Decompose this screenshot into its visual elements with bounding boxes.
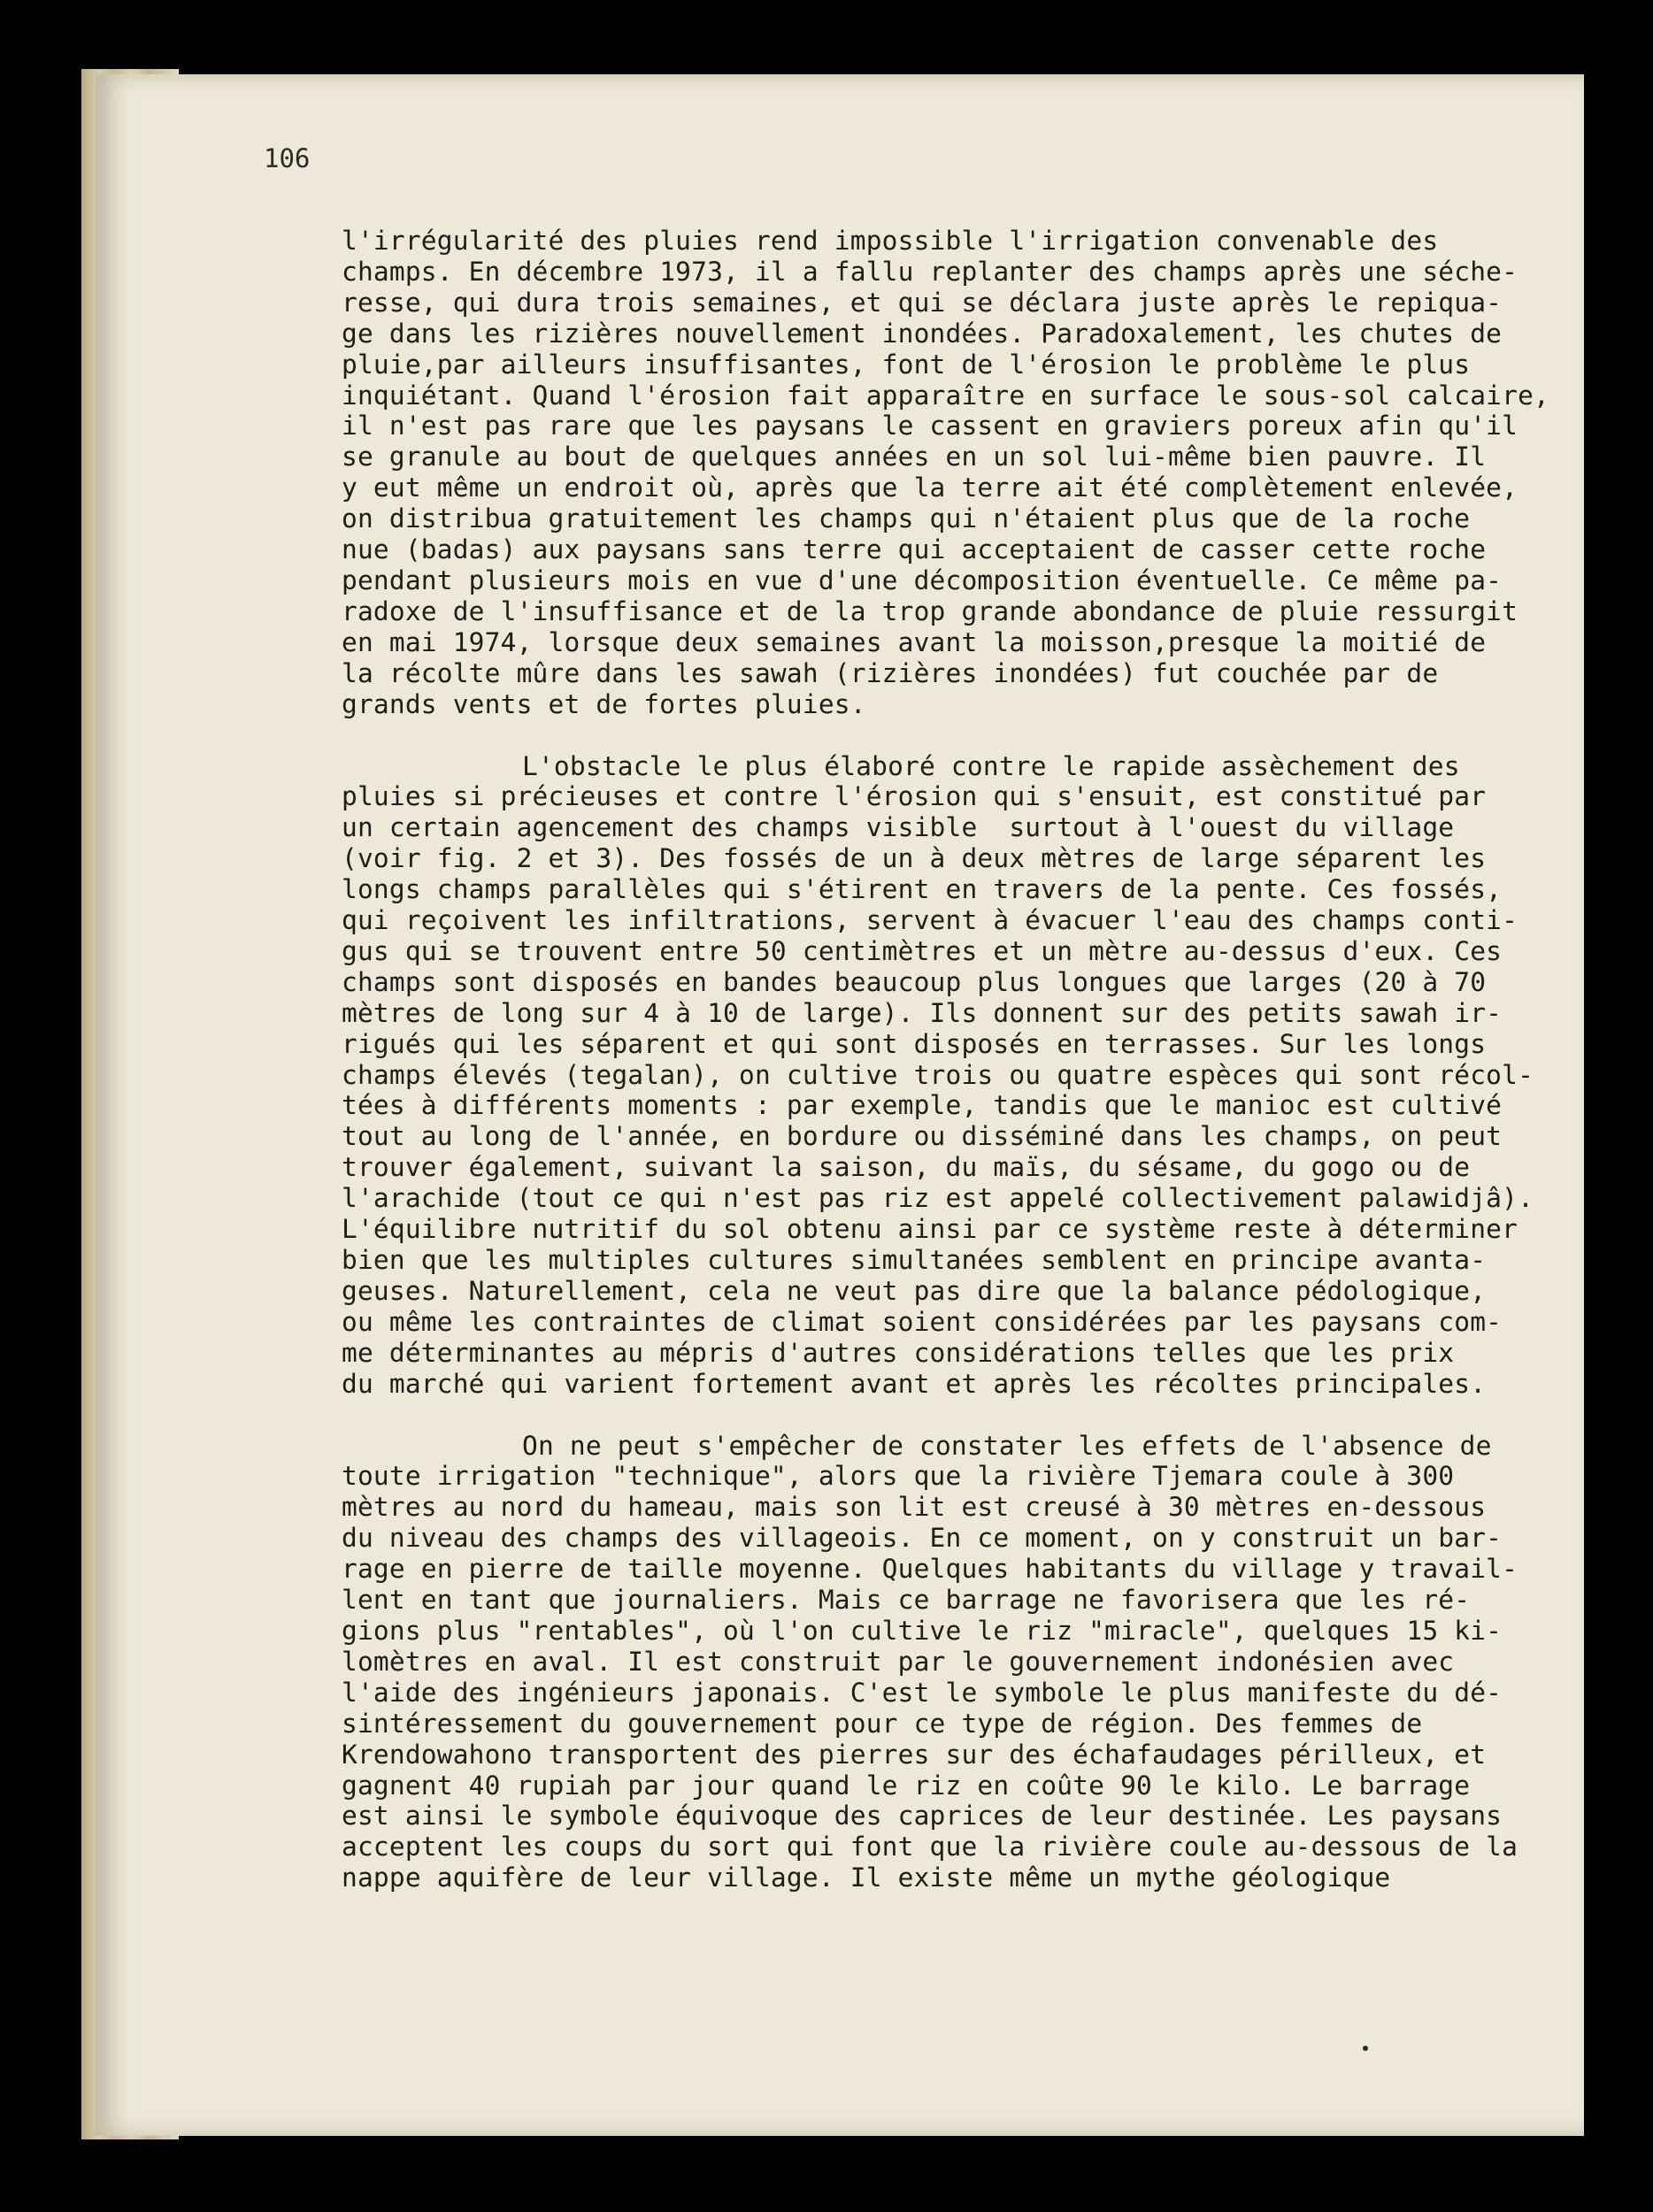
text-line: mètres au nord du hameau, mais son lit est creusé à 30 mètres en-dessous	[342, 1492, 1487, 1523]
text-line: rigués qui les séparent et qui sont disposés en terrasses. Sur les longs	[342, 1028, 1487, 1059]
text-line: du niveau des champs des villageois. En ce moment, on y construit un bar-	[342, 1523, 1503, 1554]
text-line: bien que les multiples cultures simultanées semblent en principe avanta-	[342, 1245, 1487, 1275]
text-line: geuses. Naturellement, cela ne veut pas dire que la balance pédologique,	[342, 1275, 1487, 1306]
text-line: l'arachide (tout ce qui n'est pas riz est appelé collectivement palawidjâ).	[342, 1183, 1534, 1214]
text-line: sintéressement du gouvernement pour ce type de région. Des femmes de	[342, 1708, 1423, 1739]
text-line: nappe aquifère de leur village. Il existe même un mythe géologique	[342, 1863, 1391, 1893]
text-line: lent en tant que journaliers. Mais ce barrage ne favorisera que les ré-	[342, 1585, 1471, 1616]
text-line: il n'est pas rare que les paysans le cassent en graviers poreux afin qu'il	[342, 411, 1518, 442]
text-line: est ainsi le symbole équivoque des caprices de leur destinée. Les paysans	[342, 1801, 1503, 1832]
text-line: champs. En décembre 1973, il a fallu replanter des champs après une séche-	[342, 256, 1518, 287]
text-line: resse, qui dura trois semaines, et qui se déclara juste après le repiqua-	[342, 287, 1503, 318]
text-line: ou même les contraintes de climat soient considérées par les paysans com-	[342, 1306, 1503, 1337]
text-line: champs sont disposés en bandes beaucoup plus longues que larges (20 à 70	[342, 966, 1487, 997]
text-line: en mai 1974, lorsque deux semaines avant la moisson,presque la moitié de	[342, 626, 1487, 657]
text-line: l'aide des ingénieurs japonais. C'est le symbole le plus manifeste du dé-	[342, 1677, 1503, 1708]
text-line: rage en pierre de taille moyenne. Quelques habitants du village y travail-	[342, 1554, 1518, 1585]
text-line: lomètres en aval. Il est construit par le gouvernement indonésien avec	[342, 1646, 1455, 1677]
page-number: 106	[264, 143, 311, 173]
text-line: L'obstacle le plus élaboré contre le rapide assèchement des	[522, 750, 1460, 781]
text-line: se granule au bout de quelques années en un sol lui-même bien pauvre. Il	[342, 442, 1487, 472]
text-line: On ne peut s'empêcher de constater les effets de l'absence de	[522, 1430, 1492, 1461]
text-line: grands vents et de fortes pluies.	[342, 688, 866, 719]
body-text	[342, 226, 1549, 1893]
text-line: Krendowahono transportent des pierres sur des échafaudages périlleux, et	[342, 1739, 1487, 1770]
text-line: qui reçoivent les infiltrations, servent à évacuer l'eau des champs conti-	[342, 905, 1518, 936]
text-line: tées à différents moments : par exemple, tandis que le manioc est cultivé	[342, 1090, 1503, 1121]
text-line: l'irrégularité des pluies rend impossible l'irrigation convenable des	[342, 226, 1439, 256]
paragraph-2	[342, 750, 1534, 1400]
paragraph-3	[342, 1430, 1518, 1894]
text-line: me déterminantes au mépris d'autres considérations telles que les prix	[342, 1337, 1455, 1368]
text-line: trouver également, suivant la saison, du maïs, du sésame, du gogo ou de	[342, 1152, 1471, 1183]
text-line: pluies si précieuses et contre l'érosion qui s'ensuit, est constitué par	[342, 781, 1487, 812]
text-line: gus qui se trouvent entre 50 centimètres et un mètre au-dessus d'eux. Ces	[342, 935, 1503, 966]
text-line: radoxe de l'insuffisance et de la trop grande abondance de pluie ressurgit	[342, 595, 1518, 626]
text-line: acceptent les coups du sort qui font que la rivière coule au-dessous de la	[342, 1832, 1518, 1863]
text-line: L'équilibre nutritif du sol obtenu ainsi par ce système reste à déterminer	[342, 1214, 1518, 1245]
text-line: tout au long de l'année, en bordure ou disséminé dans les champs, on peut	[342, 1121, 1503, 1152]
text-line: la récolte mûre dans les sawah (rizières inondées) fut couchée par de	[342, 657, 1439, 688]
text-line: longs champs parallèles qui s'étirent en travers de la pente. Ces fossés,	[342, 874, 1503, 905]
text-line: gions plus "rentables", où l'on cultive le riz "miracle", quelques 15 ki-	[342, 1615, 1503, 1646]
text-line: champs élevés (tegalan), on cultive trois ou quatre espèces qui sont récol-	[342, 1059, 1534, 1090]
text-line: y eut même un endroit où, après que la terre ait été complètement enlevée,	[342, 472, 1518, 503]
text-line: nue (badas) aux paysans sans terre qui acceptaient de casser cette roche	[342, 534, 1487, 565]
text-line: un certain agencement des champs visible surtout à l'ouest du village	[342, 812, 1455, 843]
text-line: mètres de long sur 4 à 10 de large). Ils donnent sur des petits sawah ir-	[342, 997, 1503, 1028]
text-line: inquiétant. Quand l'érosion fait apparaître en surface le sous-sol calcaire,	[342, 380, 1549, 411]
ink-dot	[1363, 2046, 1368, 2051]
text-line: du marché qui varient fortement avant et après les récoltes principales.	[342, 1368, 1487, 1399]
text-line: ge dans les rizières nouvellement inondées. Paradoxalement, les chutes de	[342, 318, 1503, 349]
text-line: toute irrigation "technique", alors que la rivière Tjemara coule à 300	[342, 1461, 1455, 1492]
paragraph-1	[342, 226, 1549, 720]
text-line: gagnent 40 rupiah par jour quand le riz en coûte 90 le kilo. Le barrage	[342, 1770, 1471, 1801]
text-line: pendant plusieurs mois en vue d'une décomposition éventuelle. Ce même pa-	[342, 565, 1503, 595]
text-line: pluie,par ailleurs insuffisantes, font de l'érosion le problème le plus	[342, 349, 1471, 380]
text-line: on distribua gratuitement les champs qui n'étaient plus que de la roche	[342, 503, 1471, 534]
text-line: (voir fig. 2 et 3). Des fossés de un à deux mètres de large séparent les	[342, 843, 1487, 874]
